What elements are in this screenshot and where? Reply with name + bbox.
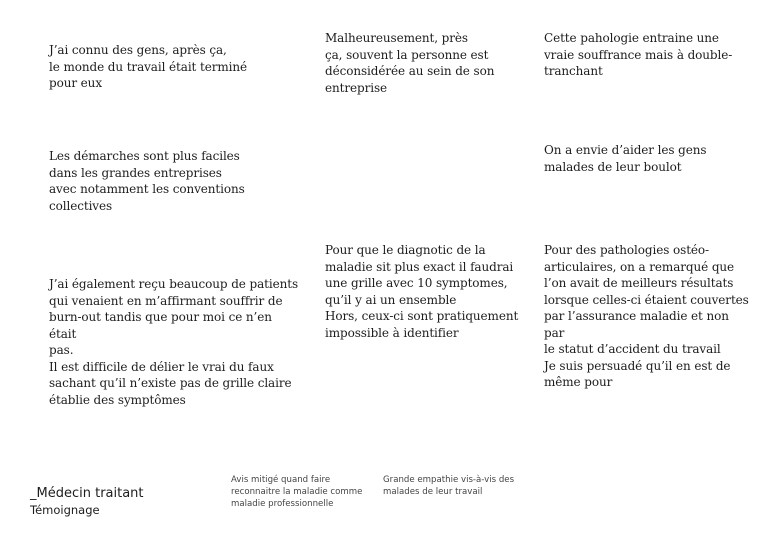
quote-desire-to-help: On a envie d’aider les gens malades de leur boulot: [544, 143, 707, 174]
page-subtitle: Témoignage: [30, 503, 100, 517]
page-title: _Médecin traitant: [30, 486, 144, 501]
quote-osteo-articular: Pour des pathologies ostéo- articulaires, on a remarqué que l’on avait de meilleurs résultats lorsque celles-ci étaient couvertes par l’assurance maladie et non par le statut d’accident du travail Je suis persuadé qu’il en est de même pour: [544, 243, 749, 389]
quote-discredited-person: Malheureusement, près ça, souvent la personne est déconsidérée au sein de son entreprise: [325, 31, 495, 95]
quote-large-companies: Les démarches sont plus faciles dans les grandes entreprises avec notamment les conventions collectives: [49, 149, 245, 213]
quote-diagnostic-grid: Pour que le diagnotic de la maladie sit plus exact il faudrai une grille avec 10 symptomes, qu’il y ai un ensemble Hors, ceux-ci sont pratiquement impossible à identifier: [325, 243, 519, 340]
quote-former-workers: J’ai connu des gens, après ça, le monde du travail était terminé pour eux: [49, 43, 248, 90]
note-mixed-opinion: Avis mitigé quand faire reconnaitre la maladie comme maladie professionnelle: [231, 475, 363, 509]
quote-double-edged-suffering: Cette pahologie entraine une vraie souffrance mais à double- tranchant: [544, 31, 733, 78]
quote-burnout-patients: J’ai également reçu beaucoup de patients qui venaient en m’affirmant souffrir de burn-out tandis que pour moi ce n’en était pas. Il est difficile de délier le vrai du faux sachant qu’il n’existe pas de grille claire établie des symptômes: [49, 277, 298, 407]
note-empathy: Grande empathie vis-à-vis des malades de leur travail: [383, 475, 515, 497]
